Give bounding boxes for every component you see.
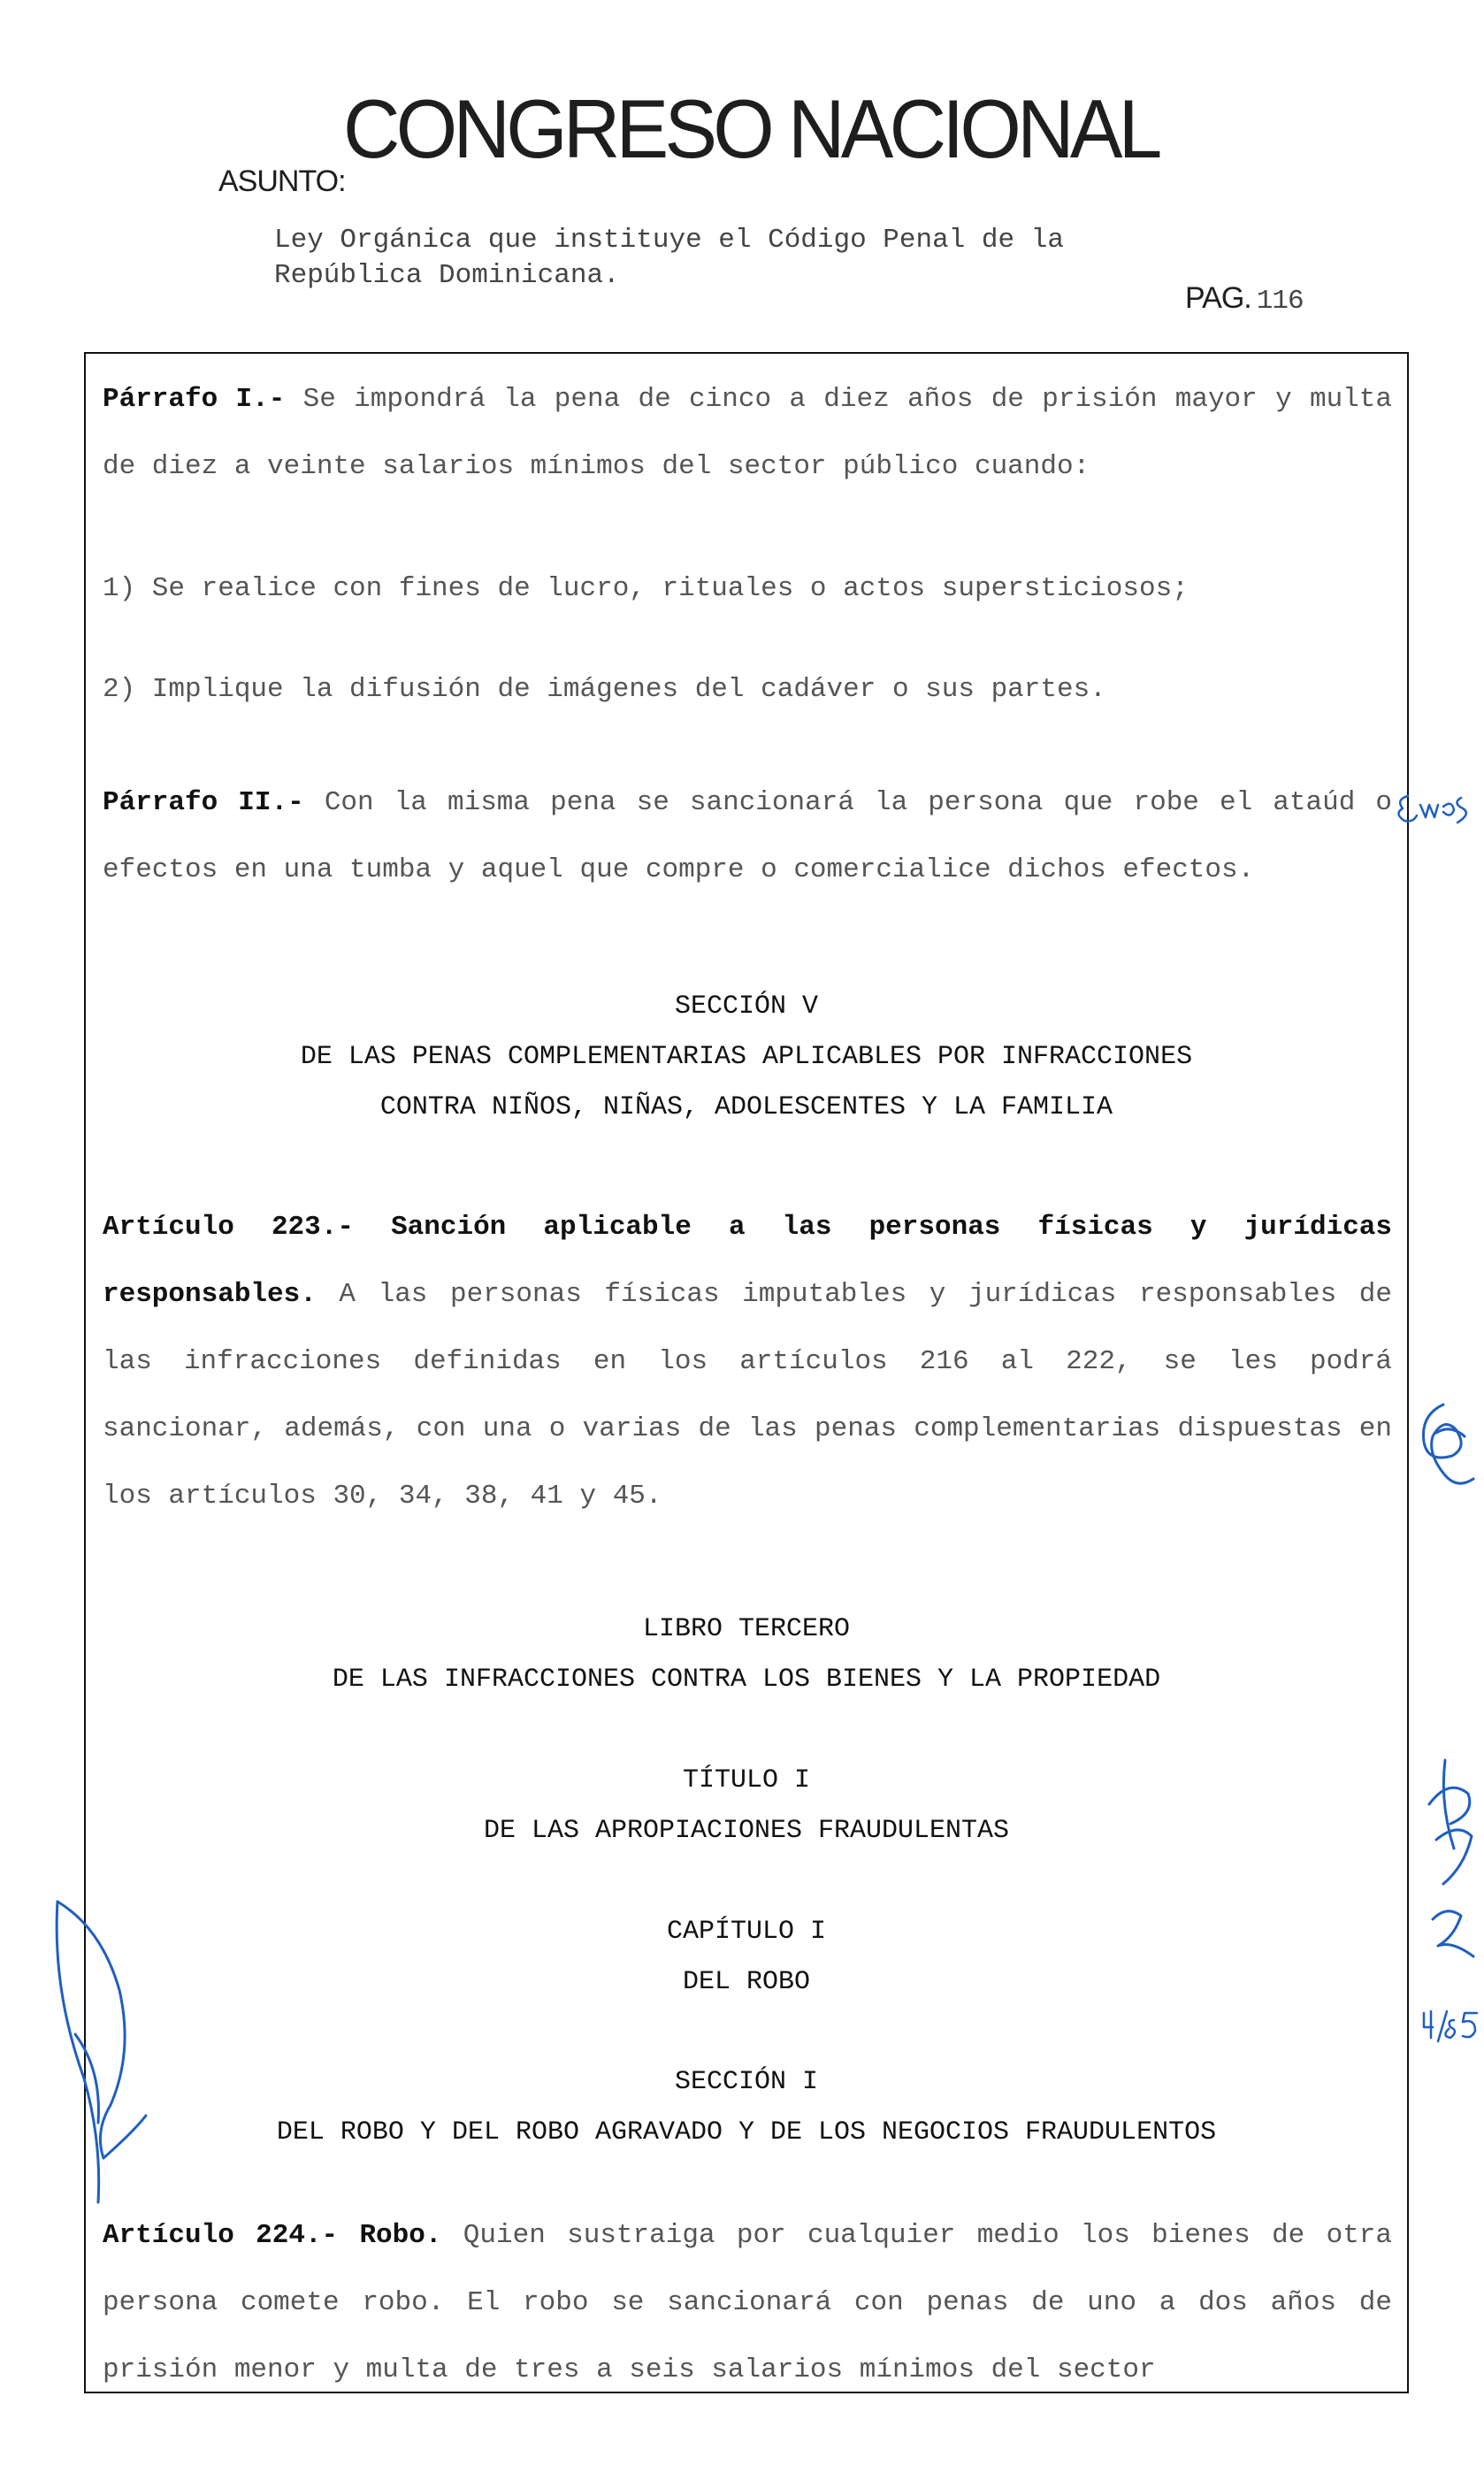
- handwritten-initials-2: [1419, 1751, 1480, 1893]
- section-one-subtitle: DEL ROBO Y DEL ROBO AGRAVADO Y DE LOS NEGOCIOS FRAUDULENTOS: [276, 2117, 1217, 2147]
- handwritten-signature-left: [49, 1893, 164, 2211]
- page-indicator: [1185, 281, 1304, 317]
- section-v-subtitle-2: CONTRA NIÑOS, NIÑAS, ADOLESCENTES Y LA FAMILIA: [379, 1092, 1113, 1122]
- paragraph-2: [103, 769, 1392, 904]
- section-v-title: SECCIÓN V: [674, 991, 819, 1022]
- section-v-heading: [84, 982, 1409, 1133]
- paragraph-2-label: Párrafo II.-: [103, 787, 304, 818]
- paragraph-1-text: Se impondrá la pena de cinco a diez años de prisión mayor y multa de diez a veinte salarios mínimos del sector público cuando:: [103, 384, 1392, 482]
- section-v-subtitle-1: DE LAS PENAS COMPLEMENTARIAS APLICABLES POR INFRACCIONES: [300, 1042, 1193, 1072]
- title-one-heading: [84, 1756, 1409, 1856]
- title-one-subtitle: DE LAS APROPIACIONES FRAUDULENTAS: [483, 1816, 1010, 1846]
- subject-text: [274, 223, 1064, 294]
- section-one-heading: [84, 2057, 1409, 2158]
- article-223: [103, 1194, 1392, 1530]
- handwritten-margin-note-bottom: [1419, 2006, 1480, 2050]
- section-one-title: SECCIÓN I: [674, 2067, 819, 2097]
- paragraph-2-text: Con la misma pena se sancionará la persona que robe el ataúd o efectos en una tumba y aquel que compre o comercialice dichos efectos.: [103, 787, 1392, 885]
- list-item-1: 1) Se realice con fines de lucro, rituales o actos supersticiosos;: [103, 573, 1189, 604]
- asunto-label: ASUNTO:: [218, 165, 346, 198]
- book-three-heading: [84, 1604, 1409, 1705]
- article-223-heading: Artículo 223.- Sanción aplicable a las personas físicas y jurídicas responsables.: [103, 1212, 1392, 1310]
- chapter-one-title: CAPÍTULO I: [666, 1917, 827, 1947]
- subject-line-1: Ley Orgánica que instituye el Código Penal de la: [274, 225, 1064, 256]
- subject-line-2: República Dominicana.: [274, 260, 620, 291]
- article-224-text: Quien sustraiga por cualquier medio los bienes de otra persona comete robo. El robo se sancionará con penas de uno a dos años de prisión menor y multa de tres a seis salarios mínimos del sector: [103, 2220, 1392, 2385]
- handwritten-initials-3: [1426, 1902, 1479, 1964]
- chapter-one-heading: [84, 1907, 1409, 2008]
- page-number: 116: [1256, 286, 1304, 317]
- handwritten-margin-note-top: [1390, 778, 1479, 840]
- paragraph-1-label: Párrafo I.-: [103, 384, 286, 415]
- title-one-title: TÍTULO I: [682, 1765, 811, 1795]
- paragraph-1: [103, 366, 1392, 501]
- article-224-heading: Artículo 224.- Robo.: [103, 2220, 442, 2251]
- letterhead-title: CONGRESO NACIONAL: [343, 82, 1159, 175]
- chapter-one-subtitle: DEL ROBO: [682, 1967, 811, 1997]
- article-223-text: A las personas físicas imputables y jurídicas responsables de las infracciones definidas en los artículos 216 al 222, se les podrá sancionar, además, con una o varias de las penas complementarias dispuestas en los artículos 30, 34, 38, 41 y 45.: [103, 1279, 1392, 1512]
- list-item-2: 2) Implique la difusión de imágenes del cadáver o sus partes.: [103, 674, 1106, 705]
- page-label: PAG.: [1185, 281, 1251, 315]
- article-224: [103, 2202, 1392, 2404]
- book-three-subtitle: DE LAS INFRACCIONES CONTRA LOS BIENES Y LA PROPIEDAD: [332, 1665, 1161, 1695]
- book-three-title: LIBRO TERCERO: [642, 1614, 851, 1644]
- handwritten-initials-1: [1411, 1397, 1482, 1495]
